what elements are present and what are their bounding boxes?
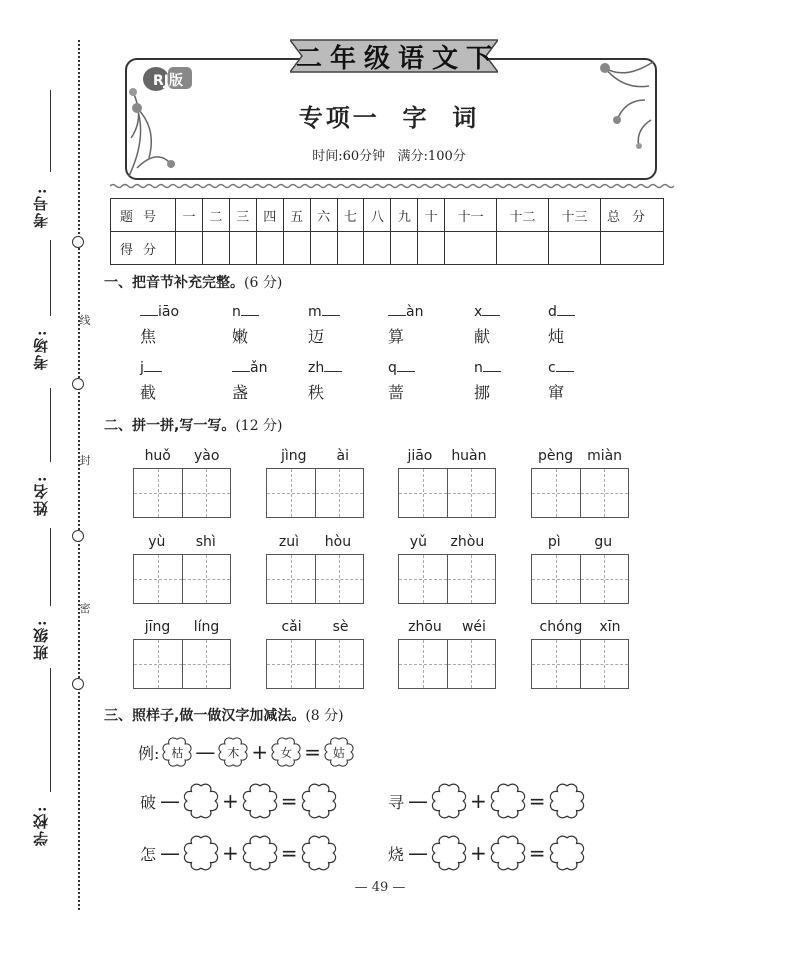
pinyin-syllable: jìng: [280, 448, 307, 464]
answer-flower-box[interactable]: [548, 834, 586, 872]
score-cell[interactable]: [283, 232, 310, 265]
pinyin-syllable: líng: [193, 619, 220, 635]
score-cell[interactable]: [445, 232, 497, 265]
pinyin-item: [140, 304, 200, 347]
equation: [388, 782, 586, 820]
tianzige-grid: [398, 554, 496, 604]
column-header: 二: [202, 199, 229, 232]
pinyin-syllable: shì: [195, 534, 216, 550]
hanzi-char: 蔷: [388, 383, 405, 402]
answer-flower-box[interactable]: [300, 834, 338, 872]
answer-flower-box[interactable]: [489, 834, 527, 872]
writing-cell[interactable]: [448, 555, 496, 603]
example-equation: [138, 736, 355, 768]
writing-cell[interactable]: [399, 640, 448, 688]
section-3-title: [104, 705, 344, 725]
score-table-score-row: [111, 232, 664, 265]
pinyin-line: [474, 360, 534, 378]
word-pinyin: [531, 448, 629, 468]
pinyin-text: n: [474, 360, 483, 376]
score-cell[interactable]: [364, 232, 391, 265]
word-pinyin: [398, 534, 496, 554]
equals-sign: =: [280, 789, 298, 813]
column-header: 九: [391, 199, 418, 232]
pinyin-text: d: [548, 304, 557, 320]
equation-char: 怎: [140, 844, 157, 864]
section-2-heading: 二、拼一拼,写一写。: [104, 418, 236, 434]
writing-cell[interactable]: [399, 555, 448, 603]
hanzi-char: 炖: [548, 327, 565, 346]
writing-cell[interactable]: [581, 555, 629, 603]
tianzige-grid: [266, 554, 364, 604]
writing-cell[interactable]: [134, 640, 183, 688]
section-3-heading: 三、照样子,做一做汉字加减法。: [104, 708, 306, 724]
binding-circle: [72, 678, 84, 690]
word-pinyin: [133, 448, 231, 468]
answer-flower-box[interactable]: [182, 782, 220, 820]
minus-sign: —: [160, 789, 181, 813]
writing-cell[interactable]: [267, 555, 316, 603]
pinyin-syllable: ài: [336, 448, 349, 464]
exam-room-line[interactable]: [50, 240, 51, 316]
section-3-points: (8 分): [305, 708, 344, 724]
writing-cell[interactable]: [399, 469, 448, 517]
score-cell[interactable]: [418, 232, 445, 265]
pinyin-syllable: gu: [594, 534, 613, 550]
pinyin-line: [140, 360, 200, 378]
page-title: 专项一 字 词: [298, 104, 480, 132]
word-pinyin: [133, 619, 231, 639]
pinyin-syllable: yù: [148, 534, 166, 550]
answer-flower-box[interactable]: [300, 782, 338, 820]
pinyin-blank[interactable]: [144, 361, 162, 372]
writing-cell[interactable]: [183, 555, 231, 603]
column-header: 七: [337, 199, 364, 232]
writing-cell[interactable]: [316, 555, 364, 603]
score-cell[interactable]: [229, 232, 256, 265]
column-header: 十二: [497, 199, 549, 232]
pinyin-item: [232, 304, 292, 347]
word-item: [398, 534, 496, 604]
example-label: 例:: [138, 743, 160, 763]
pinyin-syllable: hòu: [324, 534, 352, 550]
pinyin-text: j: [140, 360, 144, 376]
binding-circle: [72, 378, 84, 390]
pinyin-syllable: pèng: [537, 448, 574, 464]
column-header: 八: [364, 199, 391, 232]
word-pinyin: [531, 619, 629, 639]
section-2-title: [104, 415, 283, 435]
writing-cell[interactable]: [316, 469, 364, 517]
pinyin-line: [140, 304, 200, 322]
pinyin-text: iāo: [158, 304, 180, 320]
score-cell[interactable]: [549, 232, 601, 265]
flower-box: [270, 736, 302, 768]
equals-sign: =: [280, 841, 298, 865]
banner-char: 二: [295, 43, 322, 74]
tianzige-grid: [133, 639, 231, 689]
score-cell[interactable]: [256, 232, 283, 265]
pinyin-item: [388, 304, 448, 347]
pinyin-blank[interactable]: [232, 361, 250, 372]
flower-box: [161, 736, 193, 768]
name-line[interactable]: [50, 388, 51, 462]
pinyin-blank[interactable]: [557, 305, 575, 316]
pinyin-syllable: miàn: [587, 448, 623, 464]
pinyin-item: [232, 360, 292, 403]
tianzige-grid: [398, 639, 496, 689]
name-label: 姓名:: [32, 474, 50, 516]
word-item: [266, 448, 364, 518]
word-item: [398, 619, 496, 689]
pinyin-syllable: huǒ: [144, 448, 171, 464]
pinyin-line: [474, 304, 534, 322]
example-char: 女: [280, 745, 293, 760]
word-item: [266, 534, 364, 604]
pinyin-line: [388, 304, 448, 322]
equation-char: 破: [140, 792, 157, 812]
column-header: 五: [283, 199, 310, 232]
question-number-label: 题号: [111, 199, 176, 232]
section-1-title: [104, 272, 282, 292]
writing-cell[interactable]: [448, 469, 496, 517]
word-item: [266, 619, 364, 689]
exam-room-label: 考场:: [32, 328, 50, 370]
score-cell[interactable]: [176, 232, 203, 265]
tianzige-grid: [531, 554, 629, 604]
word-item: [133, 619, 231, 689]
pinyin-blank[interactable]: [241, 305, 259, 316]
pinyin-syllable: yǔ: [409, 534, 427, 550]
flower-box: [217, 736, 249, 768]
equals-sign: =: [304, 740, 321, 764]
score-table: [110, 198, 664, 265]
tianzige-grid: [266, 639, 364, 689]
pinyin-line: [548, 304, 608, 322]
pinyin-text: àn: [406, 304, 424, 320]
pinyin-text: n: [232, 304, 241, 320]
pinyin-syllable: sè: [332, 619, 349, 635]
pinyin-line: [388, 360, 448, 378]
tianzige-grid: [133, 468, 231, 518]
word-item: [531, 448, 629, 518]
equation: [140, 834, 338, 872]
pinyin-blank[interactable]: [556, 361, 574, 372]
edition-badge: [142, 66, 194, 92]
pinyin-line: [232, 304, 292, 322]
score-cell[interactable]: [391, 232, 418, 265]
answer-flower-box[interactable]: [430, 834, 468, 872]
binding-circle: [72, 236, 84, 248]
exam-time-info: 时间:60分钟 满分:100分: [312, 149, 466, 164]
hanzi-char: 算: [388, 327, 405, 346]
score-cell[interactable]: [202, 232, 229, 265]
pinyin-syllable: xīn: [599, 619, 621, 635]
hanzi-char: 挪: [474, 383, 491, 402]
pinyin-syllable: huàn: [451, 448, 487, 464]
equals-sign: =: [528, 789, 546, 813]
hanzi-char: 焦: [140, 327, 157, 346]
pinyin-item: [308, 360, 368, 403]
tianzige-grid: [266, 468, 364, 518]
tianzige-grid: [531, 639, 629, 689]
column-header: 六: [310, 199, 337, 232]
pinyin-item: [308, 304, 368, 347]
word-item: [133, 448, 231, 518]
hanzi-char: 秩: [308, 383, 325, 402]
flower-box: [323, 736, 355, 768]
answer-flower-box[interactable]: [241, 782, 279, 820]
answer-flower-box[interactable]: [430, 782, 468, 820]
tianzige-grid: [133, 554, 231, 604]
banner-char: 级: [363, 43, 390, 74]
pinyin-blank[interactable]: [483, 361, 501, 372]
writing-cell[interactable]: [532, 555, 581, 603]
pinyin-item: [548, 304, 608, 347]
pinyin-line: [548, 360, 608, 378]
pinyin-blank[interactable]: [388, 305, 406, 316]
pinyin-syllable: zhōu: [408, 619, 442, 635]
writing-cell[interactable]: [267, 640, 316, 688]
pinyin-line: [308, 304, 368, 322]
banner-char: 下: [466, 43, 493, 74]
word-pinyin: [266, 619, 364, 639]
binding-char: 密: [79, 602, 91, 615]
section-1-heading: 一、把音节补充完整。: [104, 275, 244, 291]
answer-flower-box[interactable]: [182, 834, 220, 872]
word-pinyin: [266, 448, 364, 468]
writing-cell[interactable]: [183, 469, 231, 517]
column-header: 三: [229, 199, 256, 232]
word-pinyin: [531, 534, 629, 554]
pinyin-blank[interactable]: [397, 361, 415, 372]
answer-flower-box[interactable]: [548, 782, 586, 820]
exam-number-label: 考号:: [32, 186, 50, 228]
pinyin-text: ǎn: [250, 360, 268, 376]
pinyin-text: c: [548, 360, 556, 376]
hanzi-char: 截: [140, 383, 157, 402]
column-header: 一: [176, 199, 203, 232]
answer-flower-box[interactable]: [489, 782, 527, 820]
pinyin-item: [140, 360, 200, 403]
writing-cell[interactable]: [581, 469, 629, 517]
minus-sign: —: [408, 841, 429, 865]
pinyin-blank[interactable]: [482, 305, 500, 316]
writing-cell[interactable]: [183, 640, 231, 688]
word-item: [398, 448, 496, 518]
hanzi-char: 献: [474, 327, 491, 346]
plus-sign: +: [222, 841, 239, 865]
tianzige-grid: [531, 468, 629, 518]
score-cell[interactable]: [310, 232, 337, 265]
writing-cell[interactable]: [134, 555, 183, 603]
total-score-cell[interactable]: [601, 232, 664, 265]
writing-cell[interactable]: [267, 469, 316, 517]
hanzi-char: 窜: [548, 383, 565, 402]
binding-char: 线: [79, 314, 91, 327]
section-2-points: (12 分): [235, 418, 283, 434]
pinyin-syllable: pì: [547, 534, 561, 550]
banner-char: 语: [398, 43, 425, 74]
plus-sign: +: [222, 789, 239, 813]
writing-cell[interactable]: [316, 640, 364, 688]
wavy-divider: [110, 183, 675, 189]
pinyin-syllable: chóng: [539, 619, 583, 635]
writing-cell[interactable]: [448, 640, 496, 688]
equals-sign: =: [528, 841, 546, 865]
column-header: 十一: [445, 199, 497, 232]
answer-flower-box[interactable]: [241, 834, 279, 872]
binding-char: 封: [79, 454, 91, 467]
pinyin-blank[interactable]: [324, 361, 342, 372]
word-item: [133, 534, 231, 604]
total-label: 总分: [601, 199, 664, 232]
hanzi-char: 嫩: [232, 327, 249, 346]
pinyin-item: [474, 304, 534, 347]
page-number: — 49 —: [354, 880, 406, 895]
equation: [140, 782, 338, 820]
exam-number-line[interactable]: [50, 90, 51, 172]
column-header: 四: [256, 199, 283, 232]
grade-banner: [290, 36, 498, 76]
minus-sign: —: [408, 789, 429, 813]
pinyin-item: [388, 360, 448, 403]
word-pinyin: [398, 619, 496, 639]
score-table-header-row: [111, 199, 664, 232]
plus-sign: +: [470, 789, 487, 813]
pinyin-line: [308, 360, 368, 378]
score-cell[interactable]: [497, 232, 549, 265]
minus-sign: —: [160, 841, 181, 865]
example-char: 枯: [171, 745, 184, 760]
pinyin-blank[interactable]: [322, 305, 340, 316]
word-pinyin: [398, 448, 496, 468]
pinyin-syllable: jiāo: [407, 448, 433, 464]
equation: [388, 834, 586, 872]
pinyin-text: x: [474, 304, 483, 320]
binding-circle: [72, 530, 84, 542]
hanzi-char: 盏: [232, 383, 249, 402]
pinyin-syllable: wéi: [461, 619, 486, 635]
plus-sign: +: [251, 740, 269, 764]
pinyin-syllable: jīng: [144, 619, 171, 635]
example-char: 姑: [332, 745, 345, 760]
pinyin-item: [474, 360, 534, 403]
pinyin-syllable: cǎi: [281, 619, 302, 635]
hanzi-char: 迈: [308, 327, 325, 346]
word-item: [531, 619, 629, 689]
plus-sign: +: [470, 841, 487, 865]
pinyin-syllable: zhòu: [450, 534, 485, 550]
column-header: 十三: [549, 199, 601, 232]
column-header: 十: [418, 199, 445, 232]
pinyin-text: q: [388, 360, 397, 376]
pinyin-text: zh: [308, 360, 325, 376]
class-label: 班级:: [32, 618, 50, 660]
banner-char: 年: [329, 43, 356, 74]
example-char: 木: [227, 745, 240, 760]
word-pinyin: [266, 534, 364, 554]
binding-dotted-line: [78, 40, 80, 910]
minus-sign: —: [195, 740, 216, 764]
school-line[interactable]: [50, 668, 51, 792]
pinyin-syllable: zuì: [278, 534, 300, 550]
pinyin-line: [232, 360, 292, 378]
writing-cell[interactable]: [134, 469, 183, 517]
writing-cell[interactable]: [581, 640, 629, 688]
score-label: 得分: [111, 232, 176, 265]
school-label: 学校:: [32, 804, 50, 846]
word-item: [531, 534, 629, 604]
section-1-points: (6 分): [244, 275, 283, 291]
pinyin-text: m: [308, 304, 322, 320]
writing-cell[interactable]: [532, 640, 581, 688]
class-line[interactable]: [50, 528, 51, 606]
pinyin-blank[interactable]: [140, 305, 158, 316]
writing-cell[interactable]: [532, 469, 581, 517]
banner-char: 文: [432, 43, 459, 74]
tianzige-grid: [398, 468, 496, 518]
edition-badge-text: RJ版: [153, 73, 183, 89]
equation-char: 烧: [388, 844, 405, 864]
word-pinyin: [133, 534, 231, 554]
pinyin-item: [548, 360, 608, 403]
score-cell[interactable]: [337, 232, 364, 265]
pinyin-syllable: yào: [194, 448, 220, 464]
equation-char: 寻: [388, 792, 405, 812]
